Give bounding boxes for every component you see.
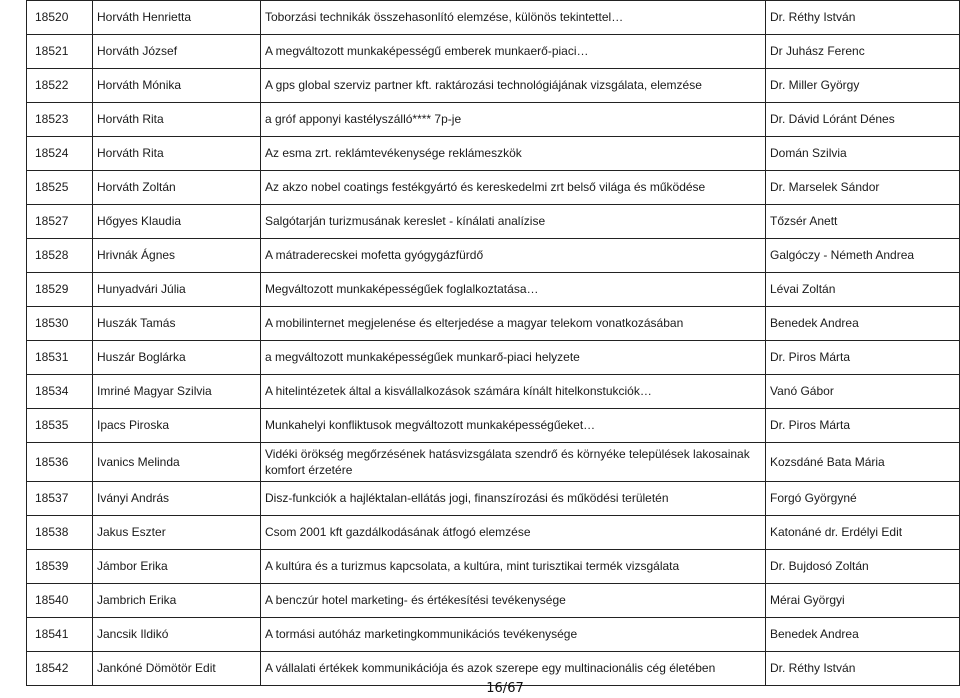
table-row xyxy=(27,137,960,171)
cell-thesis-topic: A tormási autóház marketingkommunikációs tevékenysége xyxy=(261,618,766,652)
cell-student-name: Ipacs Piroska xyxy=(93,409,261,443)
cell-thesis-topic: Toborzási technikák összehasonlító elemzése, különös tekintettel… xyxy=(261,1,766,35)
cell-student-name: Horváth Henrietta xyxy=(93,1,261,35)
table-row xyxy=(27,409,960,443)
cell-id: 18535 xyxy=(27,409,93,443)
thesis-table xyxy=(26,0,960,686)
table-row xyxy=(27,443,960,482)
cell-thesis-topic: a gróf apponyi kastélyszálló**** 7p-je xyxy=(261,103,766,137)
cell-thesis-topic: A kultúra és a turizmus kapcsolata, a kultúra, mint turisztikai termék vizsgálata xyxy=(261,550,766,584)
cell-thesis-topic: Vidéki örökség megőrzésének hatásvizsgálata szendrő és környéke települések lakosainak komfort érzetére xyxy=(261,443,766,482)
cell-thesis-topic: Csom 2001 kft gazdálkodásának átfogó elemzése xyxy=(261,516,766,550)
cell-id: 18538 xyxy=(27,516,93,550)
cell-id: 18531 xyxy=(27,341,93,375)
cell-supervisor: Katonáné dr. Erdélyi Edit xyxy=(766,516,960,550)
cell-id: 18539 xyxy=(27,550,93,584)
cell-id: 18522 xyxy=(27,69,93,103)
cell-student-name: Jancsik Ildikó xyxy=(93,618,261,652)
table-row xyxy=(27,307,960,341)
cell-student-name: Jambrich Erika xyxy=(93,584,261,618)
cell-thesis-topic: Munkahelyi konfliktusok megváltozott munkaképességűeket… xyxy=(261,409,766,443)
cell-id: 18530 xyxy=(27,307,93,341)
table-row xyxy=(27,1,960,35)
cell-thesis-topic: Az esma zrt. reklámtevékenysége reklámeszkök xyxy=(261,137,766,171)
cell-supervisor: Vanó Gábor xyxy=(766,375,960,409)
table-row xyxy=(27,239,960,273)
cell-thesis-topic: A vállalati értékek kommunikációja és azok szerepe egy multinacionális cég életében xyxy=(261,652,766,686)
table-row xyxy=(27,482,960,516)
cell-student-name: Huszár Boglárka xyxy=(93,341,261,375)
cell-thesis-topic: Disz-funkciók a hajléktalan-ellátás jogi, finanszírozási és működési területén xyxy=(261,482,766,516)
cell-thesis-topic: A mátraderecskei mofetta gyógygázfürdő xyxy=(261,239,766,273)
cell-student-name: Iványi András xyxy=(93,482,261,516)
cell-thesis-topic: Salgótarján turizmusának kereslet - kínálati analízise xyxy=(261,205,766,239)
cell-student-name: Horváth József xyxy=(93,35,261,69)
cell-supervisor: Dr. Piros Márta xyxy=(766,409,960,443)
cell-supervisor: Kozsdáné Bata Mária xyxy=(766,443,960,482)
cell-id: 18523 xyxy=(27,103,93,137)
cell-supervisor: Dr. Bujdosó Zoltán xyxy=(766,550,960,584)
cell-id: 18541 xyxy=(27,618,93,652)
cell-student-name: Horváth Rita xyxy=(93,103,261,137)
cell-thesis-topic: A mobilinternet megjelenése és elterjedése a magyar telekom vonatkozásában xyxy=(261,307,766,341)
cell-supervisor: Tőzsér Anett xyxy=(766,205,960,239)
table-row xyxy=(27,205,960,239)
cell-supervisor: Dr. Réthy István xyxy=(766,652,960,686)
cell-id: 18537 xyxy=(27,482,93,516)
cell-student-name: Hunyadvári Júlia xyxy=(93,273,261,307)
cell-id: 18536 xyxy=(27,443,93,482)
cell-student-name: Hőgyes Klaudia xyxy=(93,205,261,239)
cell-supervisor: Dr Juhász Ferenc xyxy=(766,35,960,69)
cell-student-name: Hrivnák Ágnes xyxy=(93,239,261,273)
thesis-table-body xyxy=(27,1,960,686)
cell-supervisor: Dr. Réthy István xyxy=(766,1,960,35)
cell-thesis-topic: Az akzo nobel coatings festékgyártó és kereskedelmi zrt belső világa és működése xyxy=(261,171,766,205)
table-row xyxy=(27,618,960,652)
cell-id: 18534 xyxy=(27,375,93,409)
cell-supervisor: Dr. Marselek Sándor xyxy=(766,171,960,205)
cell-student-name: Imriné Magyar Szilvia xyxy=(93,375,261,409)
cell-thesis-topic: A megváltozott munkaképességű emberek munkaerő-piaci… xyxy=(261,35,766,69)
cell-supervisor: Forgó Györgyné xyxy=(766,482,960,516)
table-row xyxy=(27,69,960,103)
cell-id: 18525 xyxy=(27,171,93,205)
cell-student-name: Horváth Zoltán xyxy=(93,171,261,205)
table-row xyxy=(27,550,960,584)
cell-supervisor: Dr. Dávid Lóránt Dénes xyxy=(766,103,960,137)
cell-supervisor: Lévai Zoltán xyxy=(766,273,960,307)
cell-supervisor: Domán Szilvia xyxy=(766,137,960,171)
cell-student-name: Jankóné Dömötör Edit xyxy=(93,652,261,686)
cell-student-name: Jámbor Erika xyxy=(93,550,261,584)
cell-id: 18520 xyxy=(27,1,93,35)
cell-student-name: Ivanics Melinda xyxy=(93,443,261,482)
cell-supervisor: Dr. Piros Márta xyxy=(766,341,960,375)
cell-id: 18529 xyxy=(27,273,93,307)
cell-thesis-topic: A benczúr hotel marketing- és értékesítési tevékenysége xyxy=(261,584,766,618)
cell-id: 18521 xyxy=(27,35,93,69)
cell-id: 18524 xyxy=(27,137,93,171)
cell-id: 18527 xyxy=(27,205,93,239)
page-number: 16/67 xyxy=(486,681,524,696)
cell-student-name: Jakus Eszter xyxy=(93,516,261,550)
cell-student-name: Horváth Mónika xyxy=(93,69,261,103)
cell-thesis-topic: A gps global szerviz partner kft. raktározási technológiájának vizsgálata, elemzése xyxy=(261,69,766,103)
cell-student-name: Huszák Tamás xyxy=(93,307,261,341)
cell-supervisor: Benedek Andrea xyxy=(766,618,960,652)
cell-id: 18528 xyxy=(27,239,93,273)
cell-id: 18540 xyxy=(27,584,93,618)
table-row xyxy=(27,273,960,307)
cell-id: 18542 xyxy=(27,652,93,686)
table-row xyxy=(27,35,960,69)
cell-thesis-topic: A hitelintézetek által a kisvállalkozások számára kínált hitelkonstukciók… xyxy=(261,375,766,409)
cell-supervisor: Mérai Györgyi xyxy=(766,584,960,618)
cell-supervisor: Dr. Miller György xyxy=(766,69,960,103)
table-row xyxy=(27,375,960,409)
table-row xyxy=(27,341,960,375)
table-row xyxy=(27,584,960,618)
table-row xyxy=(27,516,960,550)
cell-supervisor: Galgóczy - Németh Andrea xyxy=(766,239,960,273)
cell-student-name: Horváth Rita xyxy=(93,137,261,171)
cell-supervisor: Benedek Andrea xyxy=(766,307,960,341)
table-row xyxy=(27,103,960,137)
cell-thesis-topic: a megváltozott munkaképességűek munkarő-piaci helyzete xyxy=(261,341,766,375)
table-row xyxy=(27,171,960,205)
cell-thesis-topic: Megváltozott munkaképességűek foglalkoztatása… xyxy=(261,273,766,307)
